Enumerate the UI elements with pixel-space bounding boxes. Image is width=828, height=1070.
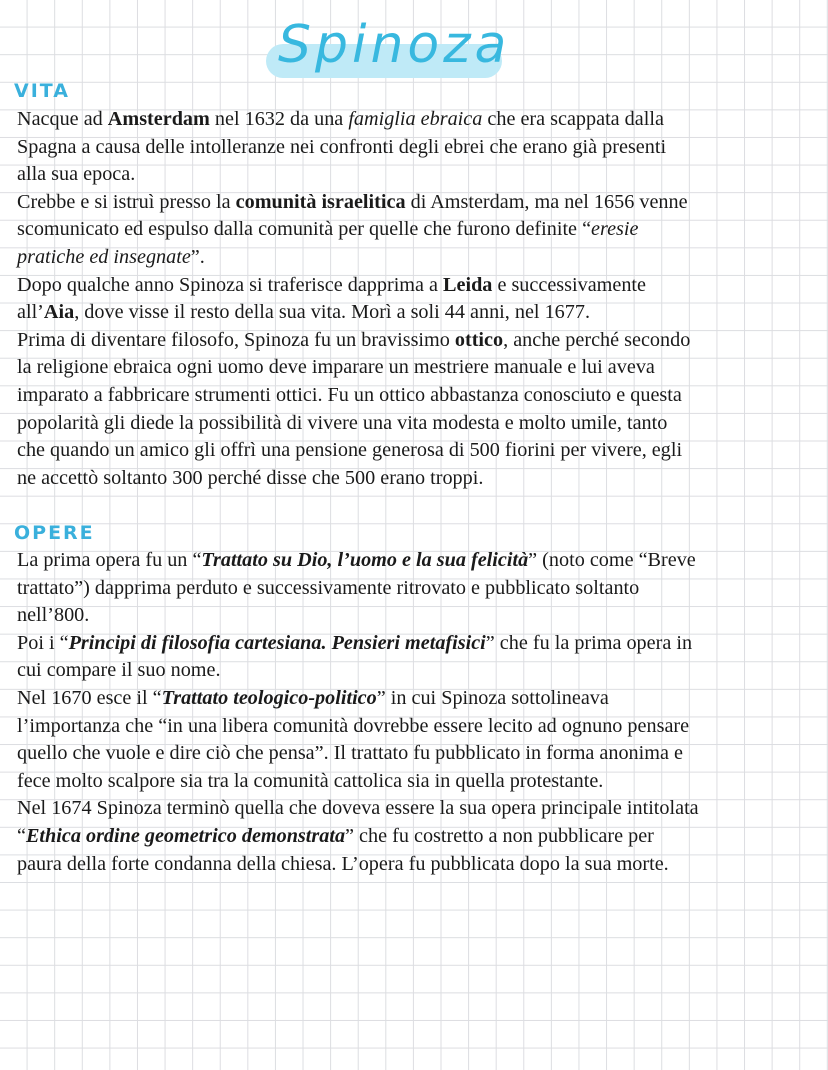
italic-text: eresie [591,218,639,241]
bold-text: comunità israelitica [235,190,406,213]
text-segment: all’ [17,301,44,324]
bold-text: Aia [43,301,75,324]
text-segment: ” (noto come “Breve [528,549,696,571]
page-title: Spinoza [278,15,511,75]
text-segment: ” che fu la prima opera in [485,631,693,654]
section-heading-vita: VITA [14,80,70,102]
text-line [17,851,823,879]
text-line [17,768,823,796]
text-segment: “ [17,824,26,847]
text-line [17,354,823,382]
text-segment: nel 1632 da una [209,108,349,130]
bold-text: Ethica ordine geometrico demonstrata [25,824,346,847]
text-segment: trattato”) dapprima perduto e successivamente ritrovato e pubblicato soltanto [17,576,640,599]
text-segment: di Amsterdam, ma nel 1656 venne [405,190,688,213]
text-segment: Prima di diventare filosofo, Spinoza fu un bravissimo [17,328,455,351]
text-line [17,795,823,823]
bold-text: Principi di filosofia cartesiana. Pensieri metafisici [68,631,486,654]
text-segment: paura della forte condanna della chiesa. L’opera fu pubblicata dopo la sua morte. [17,852,669,875]
text-line [17,465,823,493]
text-segment: fece molto scalpore sia tra la comunità cattolica sia in quella protestante. [17,769,604,792]
text-line [17,161,823,189]
text-segment: Spagna a causa delle intolleranze nei confronti degli ebrei che erano già presenti [17,135,667,158]
text-line [17,657,823,685]
text-line [17,189,823,217]
text-line [17,437,823,465]
text-line [17,575,823,603]
text-line [17,713,823,741]
text-segment: Crebbe e si istruì presso la [17,190,236,213]
section-body-vita [17,106,823,492]
text-line [17,547,823,575]
text-segment: ” in cui Spinoza sottolineava [376,686,609,709]
text-segment: Nel 1674 Spinoza terminò quella che doveva essere la sua opera principale intitolata [17,797,699,820]
text-segment: , anche perché secondo [503,328,691,351]
text-line [17,272,823,300]
italic-text: pratiche ed insegnate [17,245,191,268]
bold-text: Trattato su Dio, l’uomo e la sua felicità [201,549,529,571]
text-segment: imparato a fabbricare strumenti ottici. Fu un ottico abbastanza conosciuto e questa [17,383,682,406]
section-heading-opere: OPERE [14,522,95,544]
text-segment: e successivamente [492,273,646,296]
text-segment: che era scappata dalla [482,108,664,130]
text-line [17,410,823,438]
bold-text: Amsterdam [107,108,210,130]
text-line [17,685,823,713]
text-line [17,602,823,630]
text-segment: la religione ebraica ogni uomo deve imparare un mestriere manuale e lui aveva [17,356,655,379]
text-segment: La prima opera fu un “ [17,549,202,571]
text-line [17,740,823,768]
text-segment: ne accettò soltanto 300 perché disse che 500 erano troppi. [17,466,484,489]
text-segment: popolarità gli diede la possibilità di vivere una vita modesta e molto umile, tanto [17,411,668,434]
bold-text: Leida [443,273,493,296]
text-line [17,630,823,658]
text-line [17,134,823,162]
text-segment: Nel 1670 esce il “ [17,686,162,709]
text-segment: , dove visse il resto della sua vita. Morì a soli 44 anni, nel 1677. [74,301,591,324]
text-segment: Dopo qualche anno Spinoza si traferisce dapprima a [17,273,444,296]
text-segment: Nacque ad [17,108,108,130]
text-segment: cui compare il suo nome. [17,659,221,682]
text-segment: ” che fu costretto a non pubblicare per [345,824,654,847]
text-line [17,299,823,327]
bold-text: ottico [454,328,504,351]
text-segment: che quando un amico gli offrì una pensione generosa di 500 fiorini per vivere, egli [17,439,683,462]
text-line [17,106,823,134]
text-segment: ”. [190,245,205,268]
title-block [262,10,511,80]
text-segment: nell’800. [17,604,90,627]
text-line [17,244,823,272]
text-segment: l’importanza che “in una libera comunità dovrebbe essere lecito ad ognuno pensare [17,714,690,737]
text-segment: alla sua epoca. [17,163,136,186]
italic-text: famiglia ebraica [348,108,483,130]
section-body-opere [17,547,823,878]
bold-text: Trattato teologico-politico [161,686,377,709]
text-segment: scomunicato ed espulso dalla comunità per quelle che furono definite “ [17,218,592,241]
text-line [17,216,823,244]
text-line [17,382,823,410]
text-line [17,327,823,355]
text-segment: Poi i “ [17,631,69,654]
text-line [17,823,823,851]
text-segment: quello che vuole e dire ciò che pensa”. Il trattato fu pubblicato in forma anonima e [17,742,683,765]
